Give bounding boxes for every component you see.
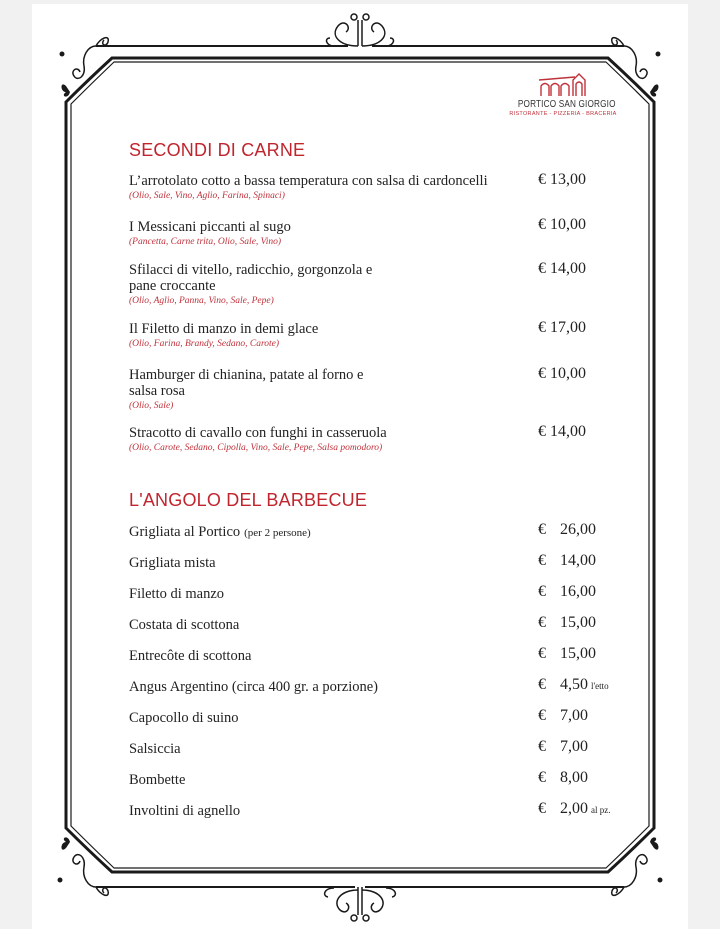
price-value: 14,00 [550, 423, 586, 440]
currency-symbol: € [538, 423, 546, 440]
item-ingredients: (Olio, Sale, Vino, Aglio, Farina, Spinaci) [129, 191, 285, 201]
currency-symbol: € [538, 676, 546, 693]
item-price [538, 800, 611, 818]
menu-item [129, 802, 499, 820]
menu-item [129, 219, 499, 249]
menu-item [129, 367, 379, 413]
item-note: (per 2 persone) [244, 527, 311, 539]
logo-name: PORTICO SAN GIORGIO [517, 99, 616, 110]
menu-item [129, 647, 499, 665]
currency-symbol: € [538, 738, 546, 755]
currency-symbol: € [538, 365, 546, 382]
item-ingredients: (Olio, Aglio, Panna, Vino, Sale, Pepe) [129, 296, 274, 306]
menu-item [129, 523, 499, 541]
item-name: Involtini di agnello [129, 803, 241, 819]
price-value: 14,00 [550, 260, 586, 277]
item-name: L’arrotolato cotto a bassa temperatura con salsa di cardoncelli [129, 173, 488, 189]
restaurant-logo [508, 72, 618, 117]
item-ingredients: (Pancetta, Carne trita, Olio, Sale, Vino) [129, 237, 282, 247]
item-name: Entrecôte di scottona [129, 648, 252, 664]
currency-symbol: € [538, 319, 546, 336]
price-value: 10,00 [550, 216, 586, 233]
item-name: Stracotto di cavallo con funghi in casseruola [129, 425, 387, 441]
price-value: 17,00 [550, 319, 586, 336]
section-title-barbecue: L'ANGOLO DEL BARBECUE [129, 490, 368, 510]
item-name: Sfilacci di vitello, radicchio, gorgonzola e pane croccante [129, 262, 373, 294]
price-value: 14,00 [560, 552, 596, 569]
logo-tagline: RISTORANTE - PIZZERIA - BRACERIA [509, 111, 617, 117]
portico-arches-icon [537, 72, 589, 98]
price-value: 8,00 [560, 769, 588, 786]
section-title-secondi: SECONDI DI CARNE [129, 140, 306, 160]
menu-item [129, 709, 499, 727]
item-price [538, 645, 596, 663]
currency-symbol: € [538, 614, 546, 631]
item-name: Grigliata mista [129, 555, 216, 571]
price-unit: l'etto [591, 681, 609, 691]
item-price [538, 365, 586, 383]
currency-symbol: € [538, 800, 546, 817]
menu-item [129, 678, 499, 696]
item-name: Angus Argentino (circa 400 gr. a porzione) [129, 679, 378, 695]
item-price [538, 769, 588, 787]
item-name: Hamburger di chianina, patate al forno e salsa rosa [129, 367, 364, 399]
item-price [538, 216, 586, 234]
item-price [538, 676, 609, 694]
item-price [538, 260, 586, 278]
price-value: 7,00 [560, 707, 588, 724]
currency-symbol: € [538, 707, 546, 724]
currency-symbol: € [538, 260, 546, 277]
item-price [538, 552, 596, 570]
item-name: Bombette [129, 772, 186, 788]
price-value: 10,00 [550, 365, 586, 382]
currency-symbol: € [538, 216, 546, 233]
price-value: 13,00 [550, 171, 586, 188]
item-price [538, 614, 596, 632]
item-price [538, 319, 586, 337]
price-value: 4,50 [560, 676, 588, 693]
menu-item [129, 321, 499, 351]
currency-symbol: € [538, 583, 546, 600]
item-name: Grigliata al Portico [129, 524, 241, 540]
price-value: 7,00 [560, 738, 588, 755]
item-name: Filetto di manzo [129, 586, 225, 602]
price-value: 15,00 [560, 645, 596, 662]
menu-item [129, 425, 429, 455]
menu-item [129, 173, 519, 203]
price-value: 15,00 [560, 614, 596, 631]
item-name: Capocollo di suino [129, 710, 239, 726]
item-ingredients: (Olio, Sale) [129, 401, 174, 411]
item-price [538, 171, 586, 189]
menu-item [129, 554, 499, 572]
menu-item [129, 585, 499, 603]
item-name: Il Filetto di manzo in demi glace [129, 321, 319, 337]
item-price [538, 423, 586, 441]
currency-symbol: € [538, 645, 546, 662]
item-name: Costata di scottona [129, 617, 240, 633]
item-name: Salsiccia [129, 741, 181, 757]
menu-item [129, 616, 499, 634]
item-price [538, 583, 596, 601]
menu-item [129, 740, 499, 758]
currency-symbol: € [538, 552, 546, 569]
item-price [538, 521, 596, 539]
price-unit: al pz. [591, 805, 611, 815]
item-price [538, 707, 588, 725]
menu-item [129, 262, 399, 308]
menu-item [129, 771, 499, 789]
item-ingredients: (Olio, Carote, Sedano, Cipolla, Vino, Sale, Pepe, Salsa pomodoro) [129, 443, 383, 453]
currency-symbol: € [538, 769, 546, 786]
currency-symbol: € [538, 171, 546, 188]
price-value: 26,00 [560, 521, 596, 538]
item-name: I Messicani piccanti al sugo [129, 219, 291, 235]
price-value: 16,00 [560, 583, 596, 600]
item-ingredients: (Olio, Farina, Brandy, Sedano, Carote) [129, 339, 280, 349]
price-value: 2,00 [560, 800, 588, 817]
item-price [538, 738, 588, 756]
currency-symbol: € [538, 521, 546, 538]
